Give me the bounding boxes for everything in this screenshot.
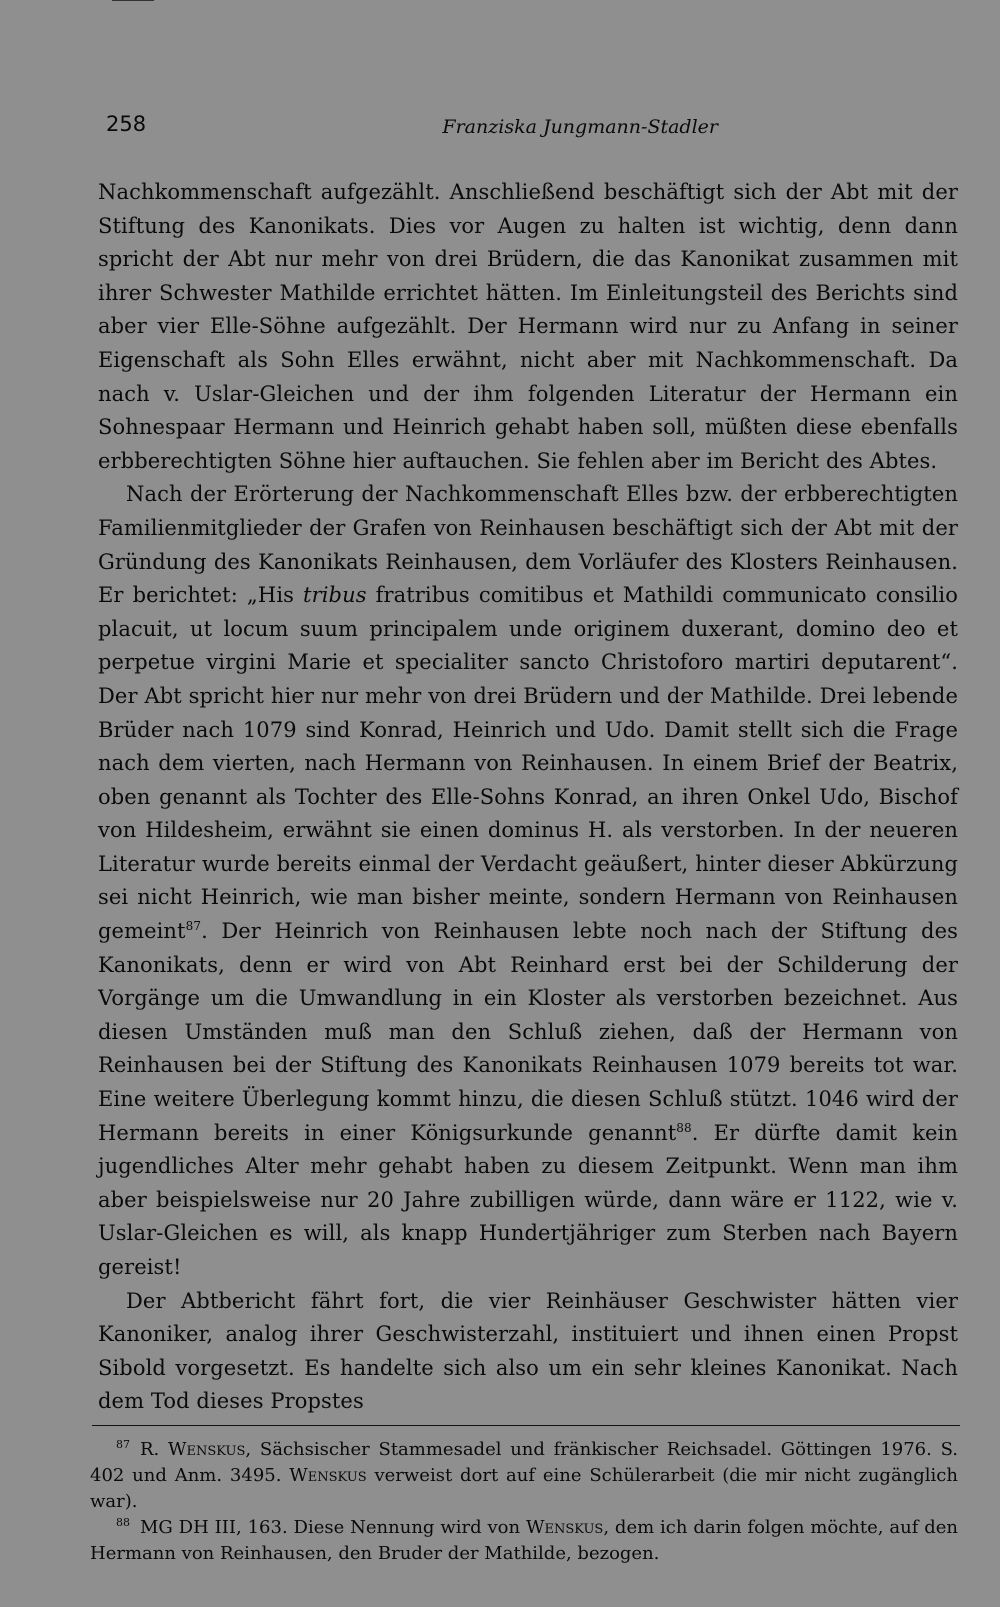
footnote-ref-88: 88 — [676, 1120, 692, 1135]
footnote-number: 88 — [116, 1516, 130, 1529]
paragraph-3: Der Abtbericht fährt fort, die vier Reinhäuser Geschwister hätten vier Kanoniker, analog ihrer Geschwisterzahl, instituiert und ihnen einen Propst Sibold vorgesetzt. Es handelte sich also um ein sehr kleines Kanonikat. Nach dem Tod dieses Propstes — [98, 1288, 958, 1414]
footnote-text: , Sächsischer Stammesadel und fränkischer Reichsadel. Göttingen 1976. S. 402 und Anm. 3495. — [90, 1439, 958, 1486]
page-number: 258 — [106, 112, 147, 136]
paragraph-2-italic: tribus — [303, 583, 367, 608]
footnote-text: , dem ich darin folgen möchte, auf den Hermann von Reinhausen, den Bruder der Mathilde, bezogen. — [90, 1517, 958, 1564]
paragraph-2-text-d: . Er dürfte damit kein jugendliches Alter mehr gehabt haben zu diesem Zeitpunkt. Wenn man ihm aber beispielsweise nur 20 Jahre zubilligen würde, dann wäre er 1122, wie v. Uslar-Gleichen es will, als knapp Hundertjähriger zum Sterben nach Bayern gereist! — [98, 1120, 958, 1279]
paragraph-2-text-c: . Der Heinrich von Reinhausen lebte noch nach der Stiftung des Kanonikats, denn er wird von Abt Reinhard erst bei der Schilderung der Vorgänge um die Umwandlung in ein Kloster als verstorben bezeichnet. Aus diesen Umständen muß man den Schluß ziehen, daß der Hermann von Reinhausen bei der Stiftung des Kanonikats Reinhausen 1079 bereits tot war. Eine weitere Überlegung kommt hinzu, die diesen Schluß stützt. 1046 wird der Hermann bereits in einer Königsurkunde genannt — [98, 919, 958, 1145]
author-name: Wenskus — [289, 1465, 367, 1486]
paragraph-2 — [98, 478, 958, 1284]
footnote-text: R. — [140, 1439, 169, 1460]
author-name: Wenskus — [525, 1517, 604, 1538]
footnotes — [90, 1437, 958, 1567]
footnote-ref-87: 87 — [185, 919, 202, 934]
footnote-text: MG DH III, 163. Diese Nennung wird von — [140, 1517, 526, 1538]
body-text — [98, 176, 958, 1419]
scan-artifact — [112, 0, 154, 1]
footnote-87 — [90, 1437, 958, 1515]
running-title-author: Franziska Jungmann-Stadler — [442, 116, 718, 138]
running-head — [106, 112, 718, 142]
paragraph-1: Nachkommenschaft aufgezählt. Anschließend beschäftigt sich der Abt mit der Stiftung des Kanonikats. Dies vor Augen zu halten ist wichtig, denn dann spricht der Abt nur mehr von drei Brüdern, die das Kanonikat zusammen mit ihrer Schwester Mathilde errichtet hätten. Im Einleitungsteil des Berichts sind aber vier Elle-Söhne aufgezählt. Der Hermann wird nur zu Anfang in seiner Eigenschaft als Sohn Elles erwähnt, nicht aber mit Nachkommenschaft. Da nach v. Uslar-Gleichen und der ihm folgenden Literatur der Hermann ein Sohnespaar Hermann und Heinrich gehabt haben soll, müßten diese ebenfalls erbberechtigten Söhne hier auftauchen. Sie fehlen aber im Bericht des Abtes. — [98, 180, 958, 473]
footnote-divider — [92, 1425, 960, 1426]
paragraph-2-text-b: fratribus comitibus et Mathildi communicato consilio placuit, ut locum suum principalem unde originem duxerant, domino deo et perpetue virgini Marie et specialiter sancto Christoforo martiri deputarent“. Der Abt spricht hier nur mehr von drei Brüdern und der Mathilde. Drei lebende Brüder nach 1079 sind Konrad, Heinrich und Udo. Damit stellt sich die Frage nach dem vierten, nach Hermann von Reinhausen. In einem Brief der Beatrix, oben genannt als Tochter des Elle-Sohns Konrad, an ihren Onkel Udo, Bischof von Hildesheim, erwähnt sie einen dominus H. als verstorben. In der neueren Literatur wurde bereits einmal der Verdacht geäußert, hinter dieser Abkürzung sei nicht Heinrich, wie man bisher meinte, sondern Hermann von Reinhausen gemeint — [98, 583, 958, 944]
footnote-number: 87 — [116, 1438, 130, 1451]
footnote-text: verweist dort auf eine Schülerarbeit (die mir nicht zugänglich war). — [90, 1465, 958, 1512]
author-name: Wenskus — [168, 1439, 246, 1460]
paragraph-2-text-a: Nach der Erörterung der Nachkommenschaft Elles bzw. der erbberechtigten Familienmitglieder der Grafen von Reinhausen beschäftigt sich der Abt mit der Gründung des Kanonikats Reinhausen, dem Vorläufer des Klosters Reinhausen. Er berichtet: „His — [98, 482, 958, 608]
footnote-88 — [90, 1515, 958, 1567]
